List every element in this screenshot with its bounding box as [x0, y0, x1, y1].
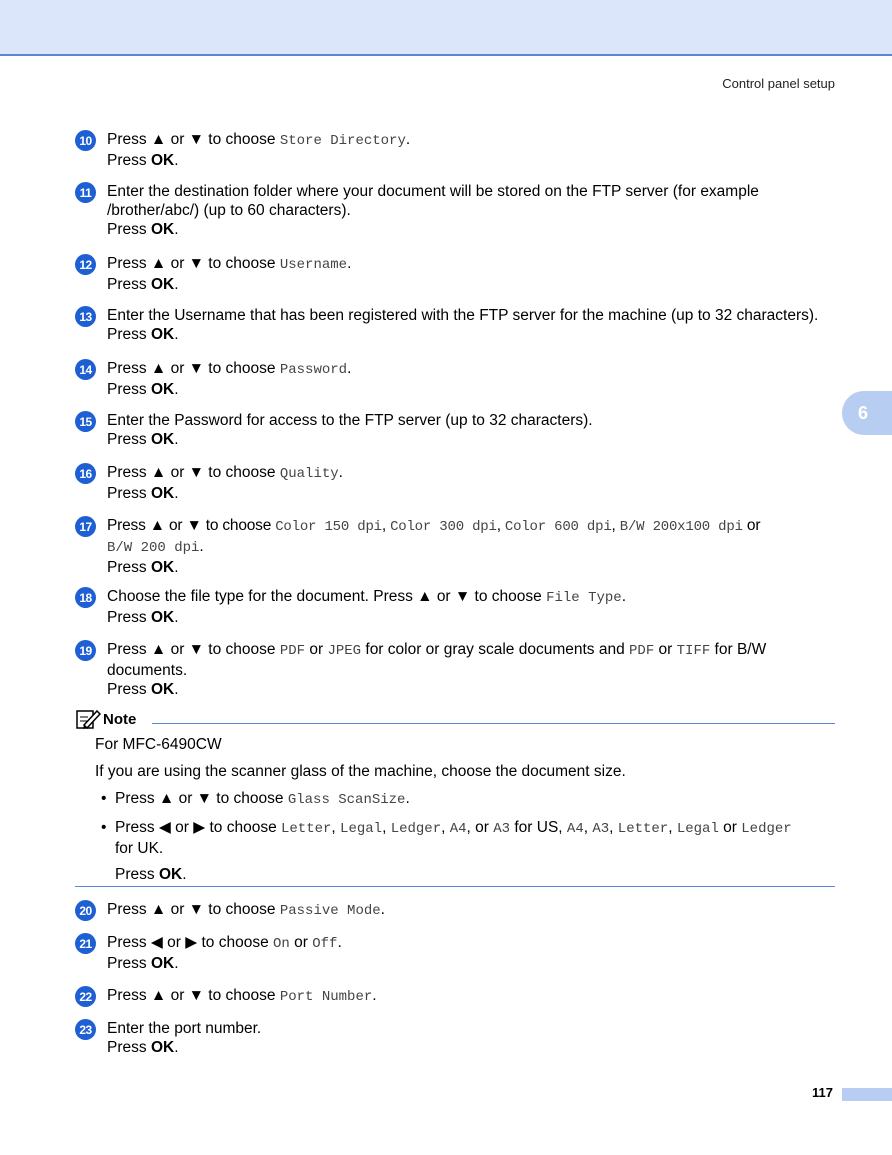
step-text: Press: [107, 431, 151, 448]
step-number: 11: [75, 182, 96, 203]
step-text: Choose the file type for the document. Press ▲ or ▼ to choose: [107, 588, 547, 605]
step-number: 21: [75, 933, 96, 954]
step-20: [75, 900, 837, 921]
punct: ,: [583, 819, 593, 836]
punct: ,: [496, 517, 505, 534]
step-number: 18: [75, 587, 96, 608]
bullet-dot: •: [101, 790, 107, 807]
punct: .: [380, 901, 385, 918]
step-text: Press ▲ or ▼ to choose: [107, 641, 280, 658]
step-text: Enter the Password for access to the FTP server (up to 32 characters).: [107, 412, 593, 429]
note-bullet: [95, 789, 835, 810]
step-15: [75, 411, 837, 449]
note-bottom-divider: [75, 886, 835, 887]
note-text: Press: [115, 866, 159, 883]
step-text: or: [742, 517, 761, 534]
punct: ,: [668, 819, 677, 836]
step-21: [75, 933, 837, 973]
step-14: [75, 359, 837, 399]
note-box: [75, 708, 835, 884]
running-header: Control panel setup: [722, 76, 835, 91]
menu-option: Ledger: [390, 821, 442, 837]
menu-option: B/W 200 dpi: [107, 540, 200, 556]
step-text: Press: [107, 485, 151, 502]
menu-option: PDF: [629, 643, 655, 659]
header-band: [0, 0, 892, 56]
menu-option: On: [273, 936, 290, 952]
step-number: 22: [75, 986, 96, 1007]
punct: .: [174, 1039, 179, 1056]
ok-key: OK: [150, 276, 175, 293]
bullet-dot: •: [101, 819, 107, 836]
step-text: Press ▲ or ▼ to choose: [107, 255, 280, 272]
step-text: Press ▲ or ▼ to choose: [107, 464, 280, 481]
bullet-text: or: [718, 819, 742, 836]
menu-option: Store Directory: [279, 133, 406, 149]
step-number: 16: [75, 463, 96, 484]
menu-option: Username: [279, 257, 348, 273]
step-text: or: [654, 641, 677, 658]
note-title: Note: [103, 710, 137, 728]
page-number-bar: [842, 1088, 892, 1101]
step-number: 15: [75, 411, 96, 432]
note-bullet: [95, 818, 835, 858]
step-text: Enter the destination folder where your document will be stored on the FTP server (for example: [107, 183, 759, 200]
step-text: Press: [107, 681, 151, 698]
step-number: 20: [75, 900, 96, 921]
menu-option: File Type: [546, 590, 622, 606]
step-number: 10: [75, 130, 96, 151]
menu-option: TIFF: [676, 643, 711, 659]
menu-option: Letter: [281, 821, 332, 837]
menu-option: Legal: [340, 821, 383, 837]
step-number: 19: [75, 640, 96, 661]
punct: .: [174, 326, 179, 343]
menu-option: PDF: [279, 643, 306, 659]
step-13: [75, 306, 837, 344]
menu-option: Off: [312, 936, 338, 952]
step-text: Enter the port number.: [107, 1020, 262, 1037]
step-number: 12: [75, 254, 96, 275]
step-text: Press ▲ or ▼ to choose: [107, 901, 280, 918]
note-pencil-icon: [75, 708, 101, 730]
ok-key: OK: [150, 559, 175, 576]
menu-option: B/W 200x100 dpi: [619, 519, 743, 535]
punct: .: [174, 609, 179, 626]
punct: .: [182, 866, 187, 883]
step-text: Press: [107, 955, 151, 972]
punct: ,: [611, 517, 620, 534]
step-number: 17: [75, 516, 96, 537]
step-text: Press: [107, 326, 151, 343]
page-number: 117: [812, 1085, 833, 1100]
punct: .: [372, 987, 377, 1004]
step-23: [75, 1019, 837, 1057]
punct: .: [174, 681, 179, 698]
punct: .: [405, 790, 410, 807]
step-12: [75, 254, 837, 294]
punct: .: [337, 934, 342, 951]
step-text: Press: [107, 1039, 151, 1056]
punct: .: [174, 152, 179, 169]
menu-option: Port Number: [279, 989, 373, 1005]
step-text: /brother/abc/) (up to 60 characters).: [107, 202, 351, 219]
step-16: [75, 463, 837, 503]
menu-option: Color 600 dpi: [504, 519, 612, 535]
bullet-text: for UK.: [115, 840, 164, 857]
bullet-text: for US,: [510, 819, 567, 836]
menu-option: Letter: [617, 821, 669, 837]
step-11: [75, 182, 837, 239]
punct: .: [174, 221, 179, 238]
punct: ,: [441, 819, 450, 836]
ok-key: OK: [150, 431, 175, 448]
menu-option: A3: [592, 821, 610, 837]
bullet-text: Press ◀ or ▶ to choose: [115, 819, 281, 836]
note-divider: [152, 723, 835, 724]
ok-key: OK: [150, 955, 175, 972]
punct: .: [347, 255, 352, 272]
step-text: Enter the Username that has been registered with the FTP server for the machine (up to 32 characters).: [107, 307, 819, 324]
note-model: For MFC-6490CW: [95, 736, 222, 753]
menu-option: Color 300 dpi: [390, 519, 497, 535]
step-text: Press ▲ or ▼ to choose: [107, 131, 280, 148]
step-text: Press: [107, 152, 151, 169]
punct: .: [174, 431, 179, 448]
step-number: 23: [75, 1019, 96, 1040]
ok-key: OK: [150, 326, 175, 343]
step-text: Press ▲ or ▼ to choose: [107, 360, 280, 377]
punct: ,: [381, 517, 391, 534]
menu-option: Quality: [279, 466, 339, 482]
step-18: [75, 587, 837, 627]
step-22: [75, 986, 837, 1007]
ok-key: OK: [150, 221, 175, 238]
punct: .: [347, 360, 352, 377]
ok-key: OK: [150, 485, 175, 502]
menu-option: A4: [449, 821, 467, 837]
step-17: [75, 516, 837, 577]
menu-option: Glass ScanSize: [287, 792, 406, 808]
ok-key: OK: [150, 152, 175, 169]
punct: .: [174, 276, 179, 293]
step-text: Press ◀ or ▶ to choose: [107, 934, 273, 951]
chapter-tab: 6: [842, 391, 892, 435]
step-text: Press ▲ or ▼ to choose: [107, 517, 276, 534]
menu-option: Color 150 dpi: [275, 519, 382, 535]
step-10: [75, 130, 837, 170]
punct: .: [174, 955, 179, 972]
note-intro: If you are using the scanner glass of the machine, choose the document size.: [95, 763, 626, 780]
punct: .: [405, 131, 411, 148]
step-number: 14: [75, 359, 96, 380]
punct: , or: [466, 819, 494, 836]
ok-key: OK: [158, 866, 183, 883]
step-text: or: [305, 641, 328, 658]
step-text: Press ▲ or ▼ to choose: [107, 987, 280, 1004]
menu-option: Passive Mode: [279, 903, 381, 919]
punct: .: [174, 485, 179, 502]
menu-option: A3: [493, 821, 511, 837]
ok-key: OK: [150, 1039, 175, 1056]
menu-option: JPEG: [327, 643, 362, 659]
step-text: Press: [107, 609, 151, 626]
step-number: 13: [75, 306, 96, 327]
punct: ,: [382, 819, 391, 836]
menu-option: A4: [566, 821, 584, 837]
menu-option: Password: [279, 362, 348, 378]
step-text: Press: [107, 559, 151, 576]
punct: .: [199, 538, 204, 555]
menu-option: Legal: [676, 821, 719, 837]
step-text: or: [289, 934, 313, 951]
punct: ,: [331, 819, 341, 836]
punct: .: [621, 588, 627, 605]
punct: .: [174, 559, 179, 576]
step-text: Press: [107, 221, 151, 238]
punct: .: [174, 381, 179, 398]
step-text: Press: [107, 276, 151, 293]
step-text: Press: [107, 381, 151, 398]
step-text: documents.: [107, 662, 188, 679]
ok-key: OK: [150, 381, 175, 398]
step-text: for color or gray scale documents and: [361, 641, 630, 658]
punct: ,: [609, 819, 618, 836]
step-text: for B/W: [710, 641, 767, 658]
menu-option: Ledger: [741, 821, 792, 837]
bullet-text: Press ▲ or ▼ to choose: [115, 790, 288, 807]
ok-key: OK: [150, 609, 175, 626]
step-19: [75, 640, 837, 699]
ok-key: OK: [150, 681, 175, 698]
punct: .: [338, 464, 343, 481]
